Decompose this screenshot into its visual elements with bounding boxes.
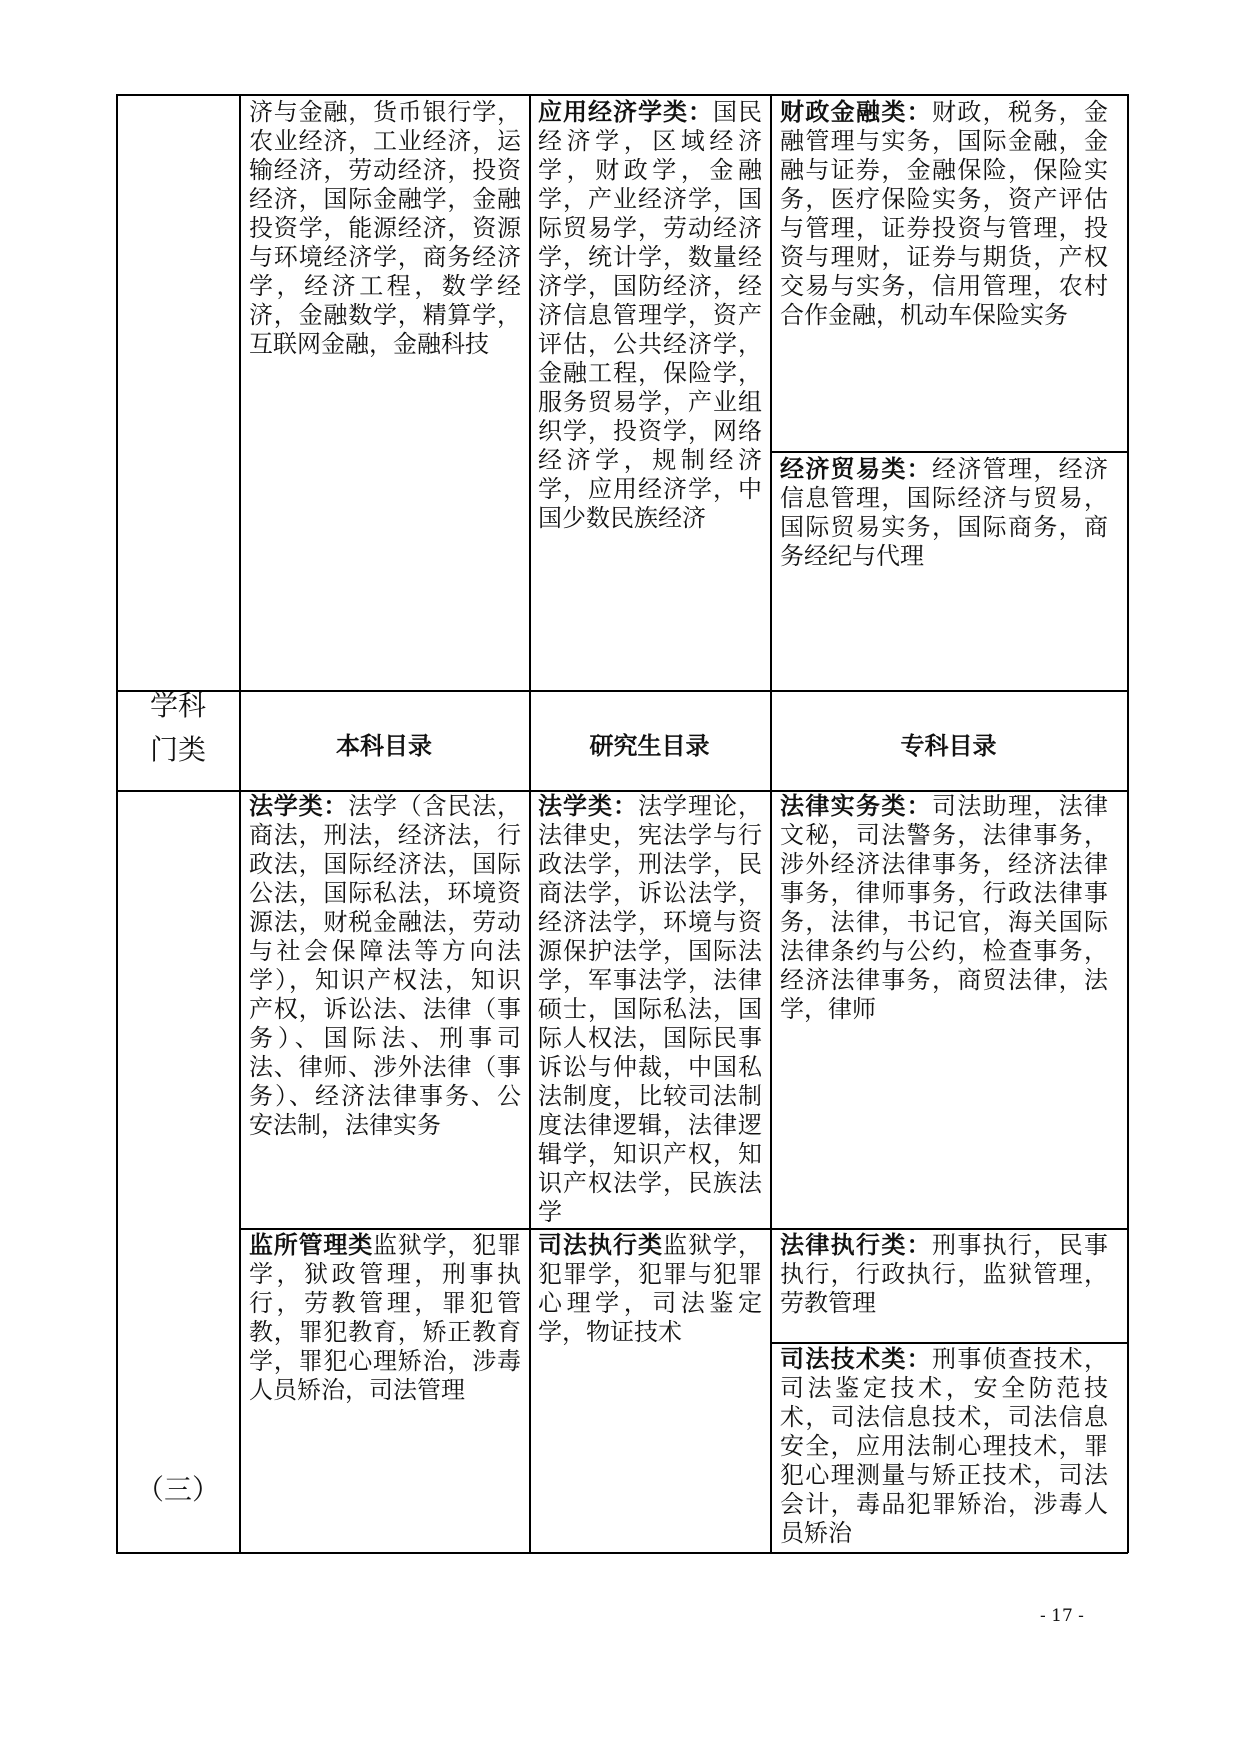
category-label: 经济贸易类：: [780, 455, 932, 483]
cell-text: 法学（含民法，商法，刑法，经济法，行政法，国际经济法，国际公法，国际私法，环境资源法，财税金融法，劳动与社会保障法等方向法学），知识产权法，知识产权，诉讼法、法律（事务）、国际法、刑事司法、律师、涉外法律（事务）、经济法律事务、公安法制，法律实务: [249, 792, 522, 1139]
category-label: 法律执行类：: [780, 1231, 932, 1259]
table-border-right: [1127, 94, 1129, 1553]
law-grad-cell: [538, 792, 762, 1227]
cell-divider: [770, 1342, 1128, 1344]
prison-undergrad-cell: [249, 1231, 521, 1405]
judicial-tech-college-cell: [780, 1345, 1108, 1548]
header-college: 专科目录: [900, 732, 997, 760]
law-undergrad-cell: [249, 792, 521, 1140]
category-label: 法律实务类：: [780, 792, 932, 820]
cell-text: 财政，税务，金融管理与实务，国际金融，金融与证券，金融保险，保险实务，医疗保险实务，资产评估与管理，证券投资与管理，投资与理财，证券与期货，产权交易与实务，信用管理，农村合作金融，机动车保险实务: [780, 98, 1108, 329]
col-divider: [239, 94, 241, 1553]
law-college-cell: [780, 792, 1108, 1024]
table-border-bottom: [116, 1552, 1128, 1554]
header-grad: 研究生目录: [589, 732, 710, 760]
category-label: 司法执行类: [538, 1231, 663, 1259]
cell-divider: [770, 451, 1128, 453]
category-label: 法学类：: [538, 792, 638, 820]
category-label: 司法技术类：: [780, 1345, 932, 1373]
category-label: 应用经济学类：: [538, 98, 713, 126]
econ-grad-cell: [538, 98, 762, 533]
category-label: 监所管理类: [249, 1231, 373, 1259]
col-divider: [770, 94, 772, 1553]
cell-divider: [239, 1228, 1128, 1230]
judicial-grad-cell: [538, 1231, 762, 1347]
cell-text: 经济管理，经济信息管理，国际经济与贸易，国际贸易实务，国际商务，商务经纪与代理: [780, 455, 1108, 570]
econ-undergrad-cell: [249, 98, 521, 359]
cell-text: 国民经济学，区域经济学，财政学，金融学，产业经济学，国际贸易学，劳动经济学，统计学，数量经济学，国防经济，经济信息管理学，资产评估，公共经济学，金融工程，保险学，服务贸易学，产业组织学，投资学，网络经济学，规制经济学，应用经济学，中国少数民族经济: [538, 98, 762, 532]
header-undergrad: 本科目录: [336, 732, 432, 760]
law-category: （三）: [135, 1473, 220, 1506]
row-divider: [116, 690, 1128, 692]
cell-text: 监狱学，犯罪学，狱政管理，刑事执行，劳教管理，罪犯管教，罪犯教育，矫正教育学，罪犯心理矫治，涉毒人员矫治，司法管理: [249, 1231, 521, 1404]
category-label: 财政金融类：: [780, 98, 932, 126]
cell-text: 刑事执行，民事执行，行政执行，监狱管理，劳教管理: [780, 1231, 1108, 1317]
col-divider: [529, 94, 531, 1553]
table-border-top: [116, 94, 1128, 96]
header-category-line1: 学科: [149, 689, 206, 722]
law-enforcement-college-cell: [780, 1231, 1108, 1318]
econ-college-trade-cell: [780, 455, 1108, 571]
category-label: 法学类：: [249, 792, 349, 820]
header-category: [117, 684, 239, 772]
cell-text: 济与金融，货币银行学，农业经济，工业经济，运输经济，劳动经济，投资经济，国际金融学，金融投资学，能源经济，资源与环境经济学，商务经济学，经济工程，数学经济，金融数学，精算学，互联网金融，金融科技: [249, 98, 521, 358]
cell-text: 监狱学，犯罪学，犯罪与犯罪心理学，司法鉴定学，物证技术: [538, 1231, 762, 1346]
cell-text: 刑事侦查技术，司法鉴定技术，安全防范技术，司法信息技术，司法信息安全，应用法制心理技术，罪犯心理测量与矫正技术，司法会计，毒品犯罪矫治，涉毒人员矫治: [780, 1345, 1108, 1547]
table-border-left: [116, 94, 118, 1553]
page-number: - 17 -: [1040, 1606, 1084, 1626]
cell-text: 司法助理，法律文秘，司法警务，法律事务，涉外经济法律事务，经济法律事务，律师事务，行政法律事务，法律，书记官，海关国际法律条约与公约，检查事务，经济法律事务，商贸法律，法学，律师: [780, 792, 1108, 1023]
header-category-line2: 门类: [149, 733, 206, 766]
econ-college-finance-cell: [780, 98, 1108, 330]
cell-text: 法学理论，法律史，宪法学与行政法学，刑法学，民商法学，诉讼法学，经济法学，环境与资源保护法学，国际法学，军事法学，法律硕士，国际私法，国际人权法，国际民事诉讼与仲裁，中国私法制度，比较司法制度法律逻辑，法律逻辑学，知识产权，知识产权法学，民族法学: [538, 792, 762, 1226]
